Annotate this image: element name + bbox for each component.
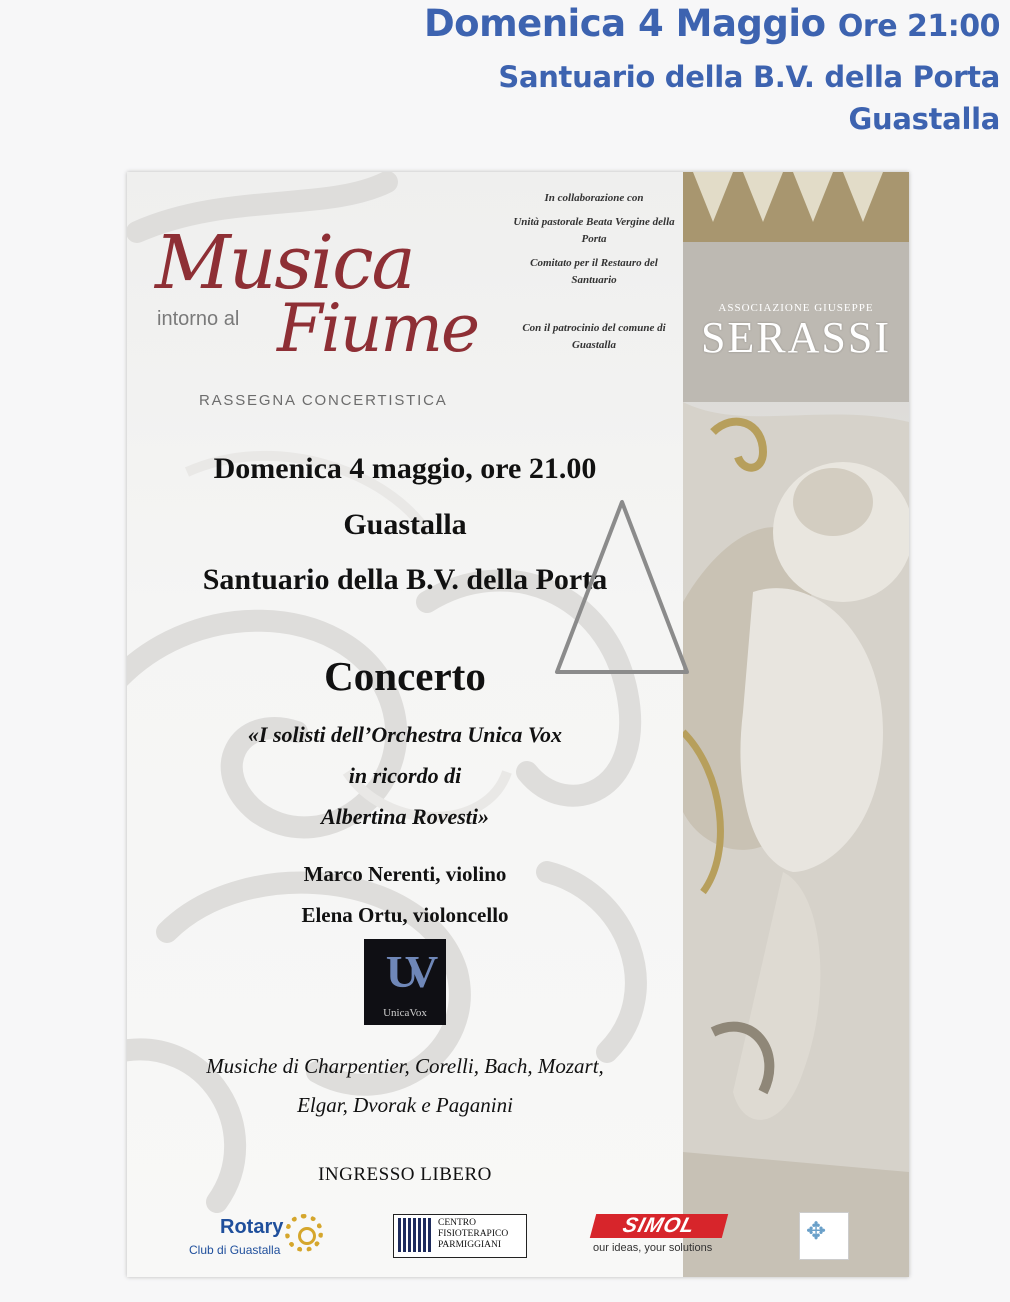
header-city: Guastalla <box>848 102 1000 136</box>
unicavox-logo <box>364 939 446 1025</box>
event-subtitle-3: Albertina Rovesti» <box>320 804 490 829</box>
header-venue: Santuario della B.V. della Porta <box>498 60 1000 94</box>
music-line-2: Elgar, Dvorak e Paganini <box>297 1093 513 1117</box>
collab-line-2: Unità pastorale Beata Vergine della Porta <box>513 216 675 245</box>
cfp-line-2: FISIOTERAPICO <box>438 1229 509 1239</box>
event-poster <box>127 172 909 1277</box>
sponsor-simol <box>593 1214 729 1260</box>
logo-fiume: Fiume <box>277 290 479 367</box>
unicavox-mark: UV <box>385 946 425 997</box>
header-time: Ore 21:00 <box>837 9 1000 44</box>
collab-line-3: Comitato per il Restauro del Santuario <box>530 257 658 286</box>
unicavox-label: UnicaVox <box>383 1007 427 1019</box>
rotary-wheel-icon <box>285 1214 323 1252</box>
cfp-line-1: CENTRO <box>438 1218 476 1228</box>
performer-1: Marco Nerenti, violino <box>303 862 507 886</box>
sponsor-centro-fisioterapico <box>393 1214 527 1258</box>
association-name: SERASSI <box>700 313 892 362</box>
event-date: Domenica 4 maggio, ore 21.00 <box>213 452 597 485</box>
simol-logo: SIMOL <box>590 1214 728 1238</box>
cfp-logo-icon <box>398 1218 432 1252</box>
event-city: Guastalla <box>343 508 467 541</box>
event-subtitle-2: in ricordo di <box>348 763 462 788</box>
cfp-text <box>438 1218 508 1251</box>
collab-line-1: In collaborazione con <box>544 192 644 204</box>
event-subtitle-1: «I solisti dell’Orchestra Unica Vox <box>247 722 563 747</box>
performer-2: Elena Ortu, violoncello <box>301 903 509 927</box>
simol-tagline: our ideas, your solutions <box>593 1242 713 1254</box>
logo-subtitle: RASSEGNA CONCERTISTICA <box>199 392 448 409</box>
logo-musica: Musica <box>155 220 414 306</box>
logo-intorno: intorno al <box>157 308 240 330</box>
sponsor-rotary <box>187 1210 337 1260</box>
sponsor-badge-icon: ✥ <box>806 1218 827 1245</box>
rotary-title: Rotary <box>220 1216 284 1238</box>
event-venue: Santuario della B.V. della Porta <box>202 563 608 596</box>
rotary-subtitle: Club di Guastalla <box>189 1243 281 1257</box>
poster-left-panel <box>127 172 683 1277</box>
event-title: Concerto <box>324 653 486 699</box>
collab-line-4: Con il patrocinio del comune di Guastalla <box>522 322 666 351</box>
header-date: Domenica 4 Maggio <box>423 2 826 45</box>
association-small: ASSOCIAZIONE GIUSEPPE <box>718 302 874 314</box>
cfp-line-3: PARMIGGIANI <box>438 1240 501 1250</box>
admission-text: INGRESSO LIBERO <box>318 1164 492 1185</box>
header-date-line <box>424 2 1000 45</box>
triangle-instrument-icon <box>537 492 707 692</box>
music-line-1: Musiche di Charpentier, Corelli, Bach, Mozart, <box>206 1054 604 1078</box>
sponsor-badge <box>799 1212 849 1260</box>
